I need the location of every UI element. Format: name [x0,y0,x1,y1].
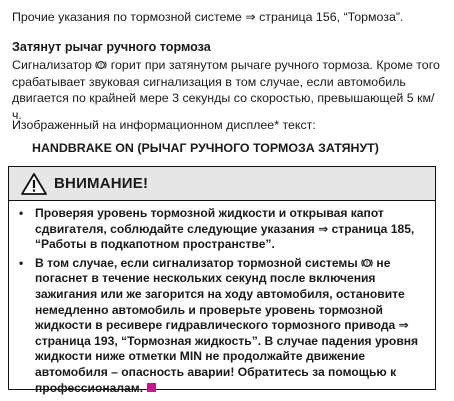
bullet: • [19,206,24,220]
warning-item-text-start: В том случае, если сигнализатор тормозной системы [35,255,362,270]
body-text-end: горит при затянутом рычаге ручного тормоза. Кроме того срабатывает звуковая сигнализация в том случае, если автомобиль двигается по крайней мере 3 секунды со скоростью, превышающей 5 км/ч. [12,58,440,122]
brake-warning-icon [95,59,107,71]
section-body [12,57,444,123]
display-message: HANDBRAKE ON (РЫЧАГ РУЧНОГО ТОРМОЗА ЗАТЯНУТ) [32,141,379,155]
warning-item-text-end: не погаснет в течение нескольких секунд после включения зажигания или же загорится на ходу автомобиля, остановите немедленно автомобиль и проверьте уровень тормозной жидкости в ресивере гидравлического тормозного привода ⇒ страница 193, “Тормозная жидкость”. В случае падения уровня жидкости ниже отметки MIN не продолжайте движение автомобиля – опасность аварии! Обратитесь за помощью к профессионалам. [35,255,419,395]
warning-title: ВНИМАНИЕ! [54,175,149,192]
end-of-section-mark [147,383,156,392]
warning-triangle-icon [20,172,48,196]
warning-item-text: Проверяя уровень тормозной жидкости и открывая капот сдвигателя, соблюдайте следующие указания ⇒ страница 185, “Работы в подкапотном пространстве”. [35,206,415,252]
bullet: • [19,255,24,270]
warning-item [19,206,427,253]
brake-warning-icon [361,257,373,269]
warning-header [9,167,435,201]
warning-list [9,201,435,396]
intro-line: Прочие указания по тормозной системе ⇒ страница 156, “Тормоза”. [12,10,404,24]
svg-text:!: ! [366,261,369,268]
body-text-start: Сигнализатор [12,58,96,72]
display-intro: Изображенный на информационном дисплее* текст: [12,118,316,132]
warning-box [8,166,436,395]
warning-item [19,256,427,396]
section-heading: Затянут рычаг ручного тормоза [12,40,211,54]
svg-text:!: ! [100,63,103,70]
